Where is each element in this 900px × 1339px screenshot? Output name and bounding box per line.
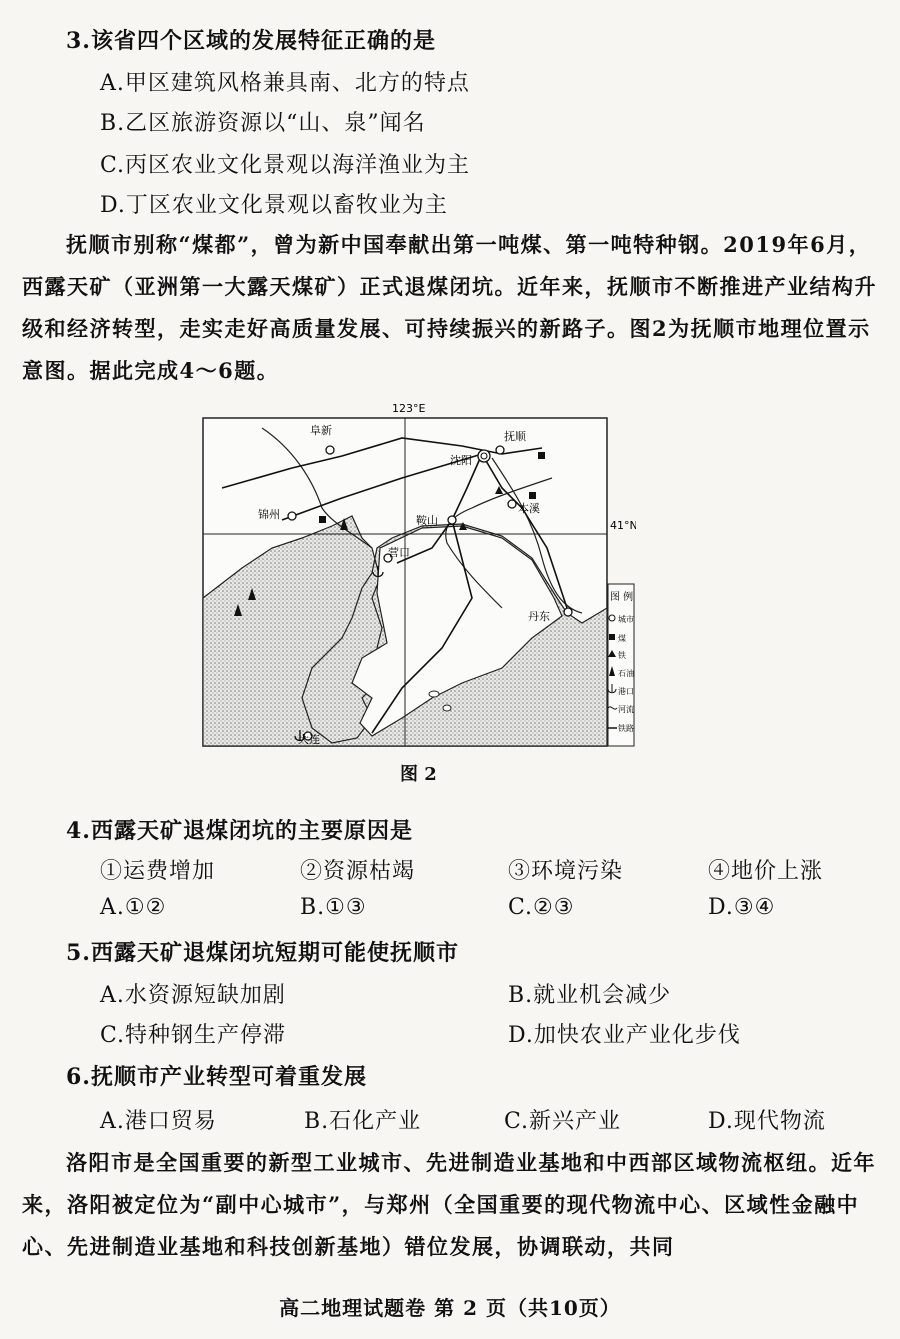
q3-stem: 3.该省四个区域的发展特征正确的是 [66, 28, 436, 54]
svg-text:营口: 营口 [388, 546, 410, 559]
svg-text:城市: 城市 [618, 615, 634, 624]
fushun-location-map [202, 398, 636, 750]
q3-option-c: C.丙区农业文化景观以海洋渔业为主 [100, 153, 471, 178]
svg-text:大连: 大连 [298, 733, 320, 746]
svg-text:煤: 煤 [618, 634, 626, 643]
map-svg [202, 398, 636, 750]
svg-text:锦州: 锦州 [258, 508, 280, 521]
q5-option-c: C.特种钢生产停滞 [100, 1023, 287, 1048]
q4-choice-1: ①运费增加 [100, 859, 216, 884]
q3-option-a: A.甲区建筑风格兼具南、北方的特点 [100, 71, 470, 96]
q5-option-b: B.就业机会减少 [508, 983, 672, 1008]
svg-text:阜新: 阜新 [310, 424, 332, 437]
q4-stem: 4.西露天矿退煤闭坑的主要原因是 [66, 818, 413, 844]
coal-icon [529, 492, 536, 499]
svg-text:铁: 铁 [618, 651, 626, 660]
svg-text:铁路: 铁路 [618, 724, 634, 733]
q6-option-b: B.石化产业 [304, 1109, 422, 1134]
figure-caption: 图 2 [400, 764, 437, 785]
q5-option-a: A.水资源短缺加剧 [100, 983, 286, 1008]
q4-option-c: C.②③ [508, 895, 575, 920]
q4-choice-2: ②资源枯竭 [300, 859, 416, 884]
q4-option-b: B.①③ [300, 895, 367, 920]
map-legend [608, 584, 634, 746]
q4-choice-4: ④地价上涨 [708, 859, 824, 884]
svg-text:河流: 河流 [618, 705, 634, 714]
svg-text:本溪: 本溪 [518, 502, 540, 515]
passage-fushun: 抚顺市别称“煤都”，曾为新中国奉献出第一吨煤、第一吨特种钢。2019年6月，西露天矿（亚洲第一大露天煤矿）正式退煤闭坑。近年来，抚顺市不断推进产业结构升级和经济转型，走实走好高质量发展、可持续振兴的新路子。图2为抚顺市地理位置示意图。据此完成4～6题。 [22, 232, 877, 383]
q4-option-a: A.①② [100, 895, 167, 920]
q3-option-d: D.丁区农业文化景观以畜牧业为主 [100, 193, 448, 218]
q5-stem: 5.西露天矿退煤闭坑短期可能使抚顺市 [66, 940, 459, 966]
svg-text:鞍山: 鞍山 [416, 514, 438, 527]
svg-text:丹东: 丹东 [528, 610, 550, 623]
q5-option-d: D.加快农业产业化步伐 [508, 1023, 741, 1048]
passage-luoyang: 洛阳市是全国重要的新型工业城市、先进制造业基地和中西部区域物流枢纽。近年来，洛阳被定位为“副中心城市”，与郑州（全国重要的现代物流中心、区域性金融中心、先进制造业基地和科技创新基地）错位发展，协调联动，共同 [22, 1150, 876, 1259]
svg-text:石油: 石油 [618, 669, 634, 678]
q4-choice-3: ③环境污染 [508, 859, 624, 884]
q6-stem: 6.抚顺市产业转型可着重发展 [66, 1064, 367, 1090]
coal-icon [538, 452, 545, 459]
q6-option-c: C.新兴产业 [504, 1109, 622, 1134]
q4-option-d: D.③④ [708, 895, 776, 920]
island [443, 705, 451, 711]
lat-label: 41°N [610, 519, 636, 532]
q3-option-b: B.乙区旅游资源以“山、泉”闻名 [100, 111, 426, 136]
lon-label: 123°E [392, 402, 426, 415]
page-footer: 高二地理试题卷 第 2 页（共10页） [279, 1296, 621, 1320]
svg-text:港口: 港口 [618, 687, 634, 696]
city-dalian [298, 732, 320, 746]
svg-text:抚顺: 抚顺 [504, 430, 526, 443]
q6-option-d: D.现代物流 [708, 1109, 826, 1134]
coal-icon [319, 516, 326, 523]
island [429, 691, 439, 697]
svg-text:沈阳: 沈阳 [450, 454, 472, 467]
svg-text:图 例: 图 例 [610, 592, 634, 603]
q6-option-a: A.港口贸易 [100, 1109, 217, 1134]
